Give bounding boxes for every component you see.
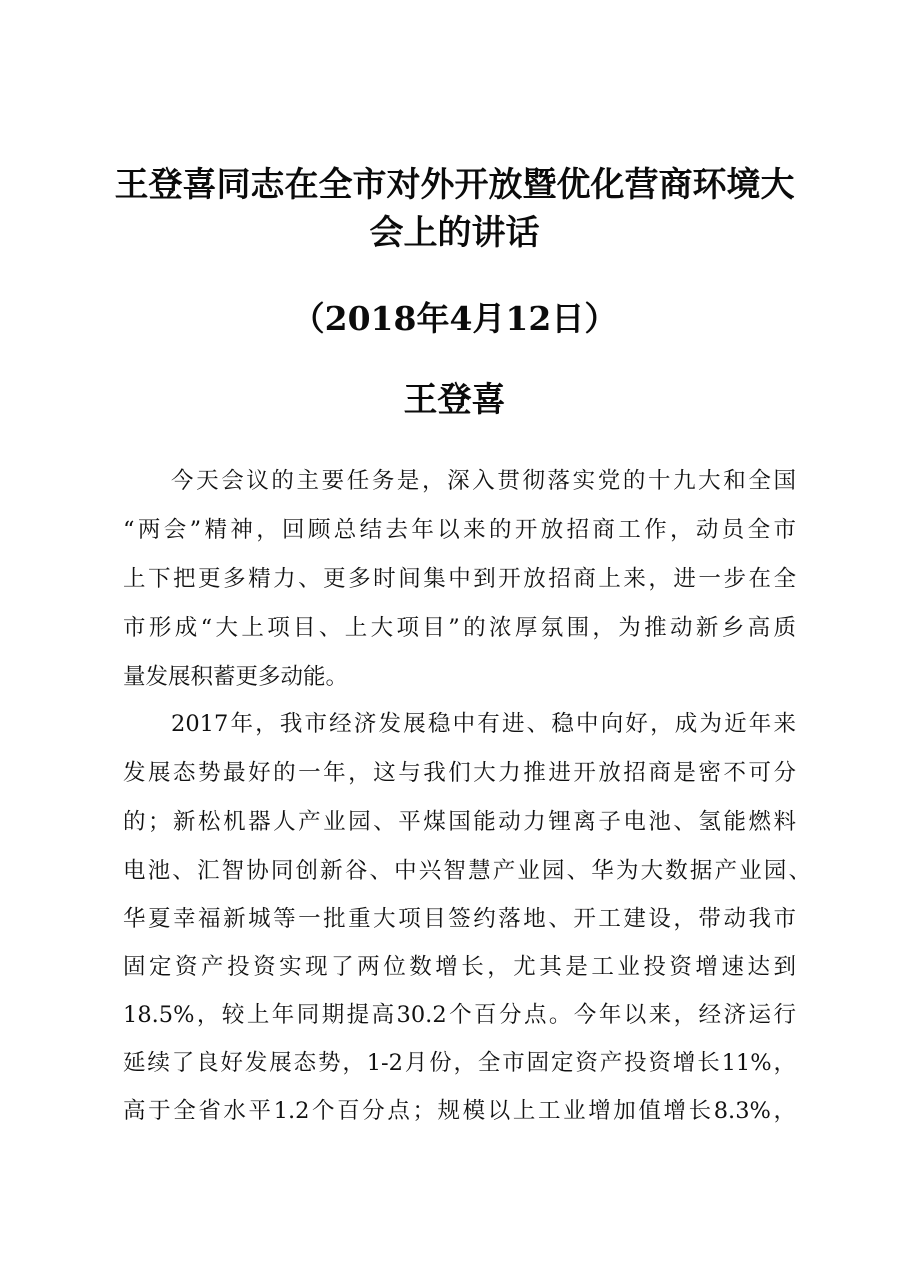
paragraph-2-line-8: 延续了良好发展态势，1-2月份，全市固定资产投资增长11%， [123,1050,796,1076]
document-title-line-2: 会上的讲话 [369,213,540,253]
paragraph-1-line-1: 今天会议的主要任务是，深入贯彻落实党的十九大和全国 [171,468,796,494]
paragraph-1-line-4: 市形成“大上项目、上大项目”的浓厚氛围，为推动新乡高质 [123,615,796,641]
document-author: 王登喜 [403,380,506,420]
paragraph-2-line-3: 的；新松机器人产业园、平煤国能动力锂离子电池、氢能燃料 [123,809,796,835]
paragraph-2-line-1: 2017年，我市经济发展稳中有进、稳中向好，成为近年来 [171,711,796,737]
paragraph-2-line-7: 18.5%，较上年同期提高30.2个百分点。今年以来，经济运行 [123,1002,796,1028]
paragraph-2-line-9: 高于全省水平1.2个百分点；规模以上工业增加值增长8.3%， [123,1098,796,1124]
document-title-line-1: 王登喜同志在全市对外开放暨优化营商环境大 [114,165,795,205]
paragraph-1-line-3: 上下把更多精力、更多时间集中到开放招商上来，进一步在全 [123,566,796,592]
paragraph-1-line-5: 量发展积蓄更多动能。 [123,664,349,690]
paragraph-2-line-4: 电池、汇智协同创新谷、中兴智慧产业园、华为大数据产业园、 [123,858,811,884]
document-date: （2018年4月12日） [291,299,618,338]
paragraph-2-line-5: 华夏幸福新城等一批重大项目签约落地、开工建设，带动我市 [123,906,796,932]
paragraph-2-line-2: 发展态势最好的一年，这与我们大力推进开放招商是密不可分 [123,760,796,786]
paragraph-2-line-6: 固定资产投资实现了两位数增长，尤其是工业投资增速达到 [123,954,796,980]
paragraph-1-line-2: “两会”精神，回顾总结去年以来的开放招商工作，动员全市 [123,517,796,543]
